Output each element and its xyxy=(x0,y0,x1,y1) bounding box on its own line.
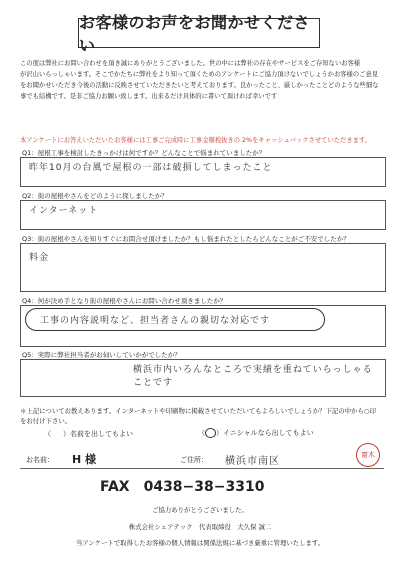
intro-line: 事でも結構です。是非ご協力お願い致します。出来るだけ具体的に書いて頂ければ幸いです xyxy=(20,93,278,100)
thanks-text: ご協力ありがとうございました。 xyxy=(152,506,248,514)
company-name: 株式会社シェアテック 代表取締役 大久保 誠二 xyxy=(128,523,272,531)
intro-text xyxy=(20,58,384,102)
question-2: Q2：街の屋根やさんをどのように探しましたか？ xyxy=(22,192,168,200)
consent-option-2[interactable]: （ ）イニシャルなら出してもよい xyxy=(198,429,314,437)
answer-box-2[interactable] xyxy=(20,200,386,230)
question-4: Q4：何が決め手となり街の屋根やさんにお問い合わせ頂きましたか？ xyxy=(22,297,227,305)
answer-box-5[interactable] xyxy=(20,359,386,397)
seal-stamp: 齋木 xyxy=(356,443,380,467)
answer-2: インターネット xyxy=(29,206,99,216)
answer-box-1[interactable] xyxy=(20,157,386,187)
form-title: お客様のお声をお聞かせください xyxy=(78,18,320,48)
consent-line: ＊上記についてお教えあります。インターネットや印刷物に掲載させていただいてもよろしいでしょうか？下記の中から○印 xyxy=(20,407,376,415)
name-value[interactable]: H 様 xyxy=(72,453,97,466)
address-value[interactable]: 横浜市南区 xyxy=(225,456,280,467)
question-3: Q3：街の屋根やさんを知りすぐにお問合せ頂けましたか？もし悩まれたとしたらどんなことがご不安でしたか？ xyxy=(22,235,350,243)
question-1: Q1：屋根工事を検討したきっかけは何ですか？どんなことで悩まれていましたか？ xyxy=(22,149,266,157)
answer-box-4[interactable] xyxy=(20,305,386,347)
intro-line: をお聞かせいただき今後の活動に反映させていただきたいと考えております。良かったこと、厳しかったことどのような些細な xyxy=(20,82,379,89)
consent-option-1[interactable]: （ ）名前を出してもよい xyxy=(44,430,133,438)
consent-text xyxy=(20,406,384,426)
intro-line: が沢山いらっしゃいます。そこでかたちに弊社をより知って頂くためのアンケートにご協力頂けないでしょうかお客様のご意見 xyxy=(20,71,379,78)
answer-box-3[interactable] xyxy=(20,243,386,292)
address-label: ご住所： xyxy=(180,456,208,464)
fax-number: FAX 0438−38−3310 xyxy=(100,479,265,495)
answer-1: 昨年10月の台風で屋根の一部は破損してしまったこと xyxy=(29,163,273,173)
option-2-label: イニシャルなら出してもよい xyxy=(223,429,314,437)
name-label: お名前： xyxy=(26,456,54,464)
option-1-label: 名前を出してもよい xyxy=(70,430,133,438)
privacy-note: 当アンケートで取得したお客様の個人情報は関係法規に基づき厳重に管理いたします。 xyxy=(75,539,325,547)
answer-4: 工事の内容説明など、担当者さんの親切な対応です xyxy=(25,308,325,331)
intro-line: この度は弊社にお問い合わせを頂き誠にありがとうございました。世の中には弊社の存在やサービスをご存知ないお客様 xyxy=(20,60,361,67)
cashback-note: 本アンケートにお答えいただいたお客様には工事ご完成時に工事金額税抜きの 2%をキャッシュバックさせていただきます。 xyxy=(20,137,372,144)
consent-line: をお付け下さい。 xyxy=(20,417,72,425)
question-5: Q5：実際に弊社担当者がお伺いしていかがでしたか？ xyxy=(22,351,181,359)
answer-3: 料金 xyxy=(29,253,50,263)
answer-5: 横浜市内いろんなところで実績を重ねていらっしゃることです xyxy=(133,365,373,388)
